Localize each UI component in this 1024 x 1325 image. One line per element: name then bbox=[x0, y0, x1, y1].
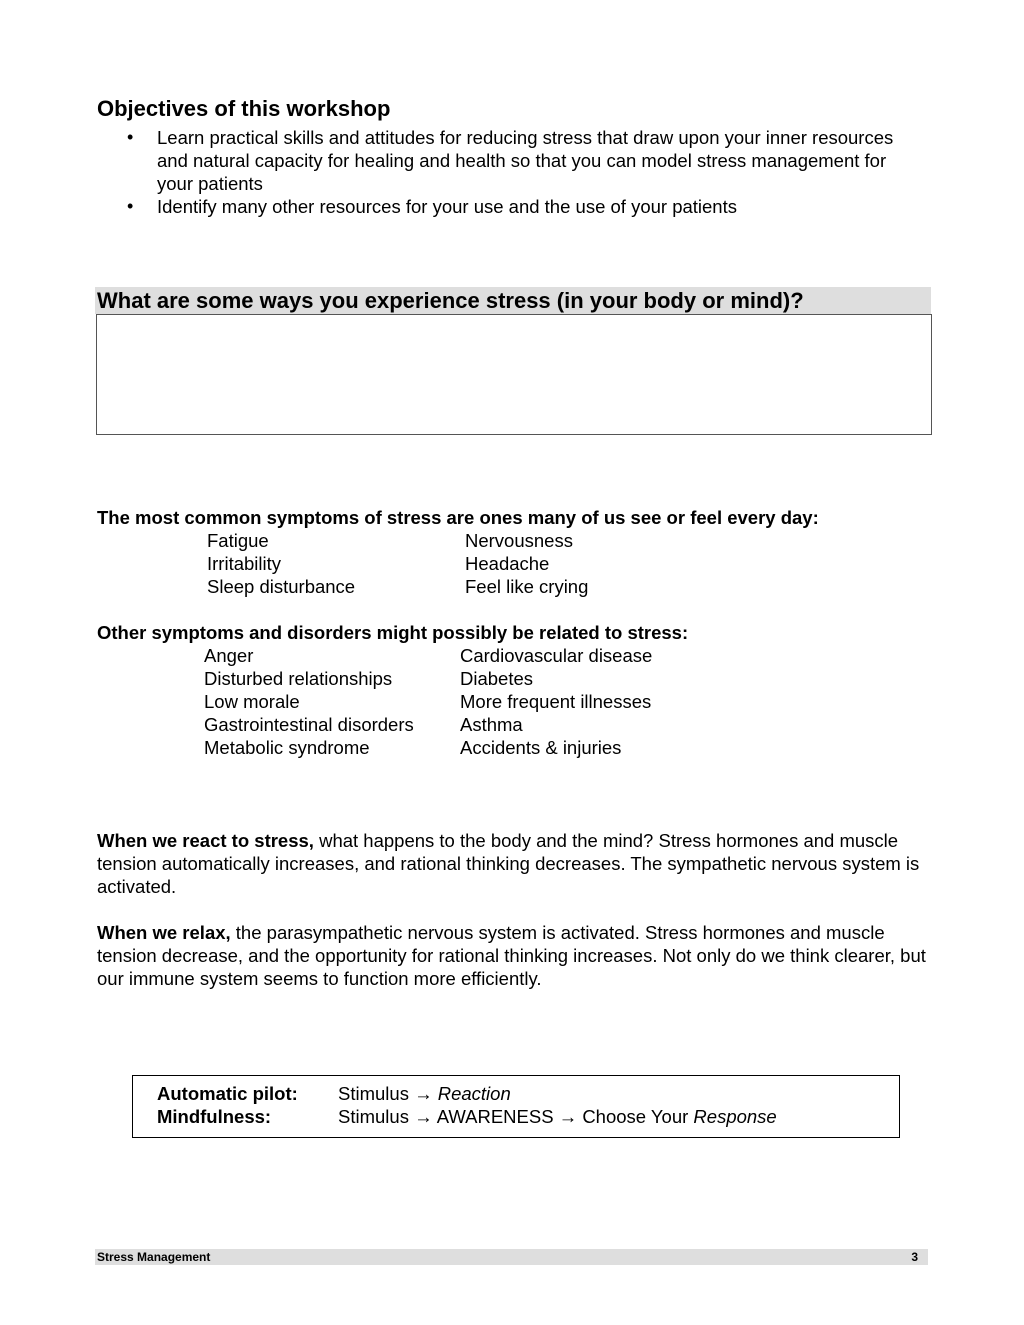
bullet-icon: • bbox=[127, 127, 134, 147]
react-paragraph bbox=[97, 829, 927, 898]
objectives-heading: Objectives of this workshop bbox=[97, 96, 391, 121]
objective-text: Learn practical skills and attitudes for reducing stress that draw upon your inner resources and natural capacity for healing and health so that you can model stress management for your patients bbox=[157, 127, 894, 194]
common-symptoms-heading: The most common symptoms of stress are ones many of us see or feel every day: bbox=[97, 507, 819, 528]
symptom-item: Nervousness bbox=[465, 530, 573, 551]
automatic-pilot-label: Automatic pilot: bbox=[157, 1083, 298, 1104]
stress-question-text: What are some ways you experience stress (in your body or mind)? bbox=[97, 288, 804, 313]
symptom-item: Low morale bbox=[204, 691, 300, 712]
symptom-item: Asthma bbox=[460, 714, 523, 735]
common-symptoms-col1 bbox=[207, 529, 355, 598]
automatic-pilot-text: Stimulus → bbox=[338, 1083, 438, 1104]
react-lead: When we react to stress, bbox=[97, 830, 314, 851]
mindfulness-label: Mindfulness: bbox=[157, 1106, 272, 1127]
footer-title: Stress Management bbox=[97, 1250, 211, 1264]
react-text: what happens to the body and the mind? Stress hormones and muscle tension automatically increases, and rational thinking decreases. The sympathetic nervous system is activated. bbox=[97, 830, 920, 897]
symptom-item: More frequent illnesses bbox=[460, 691, 652, 712]
symptom-item: Feel like crying bbox=[465, 576, 589, 597]
common-symptoms-col2 bbox=[465, 529, 588, 598]
symptom-item: Metabolic syndrome bbox=[204, 737, 370, 758]
symptom-item: Headache bbox=[465, 553, 550, 574]
pilot-box bbox=[132, 1075, 900, 1138]
other-symptoms-col1 bbox=[204, 644, 414, 759]
relax-text: the parasympathetic nervous system is activated. Stress hormones and muscle tension decrease, and the opportunity for rational thinking increases. Not only do we think clearer, but our immune system seems to function more efficiently. bbox=[97, 922, 926, 989]
symptom-item: Anger bbox=[204, 645, 254, 666]
mindfulness-text: Stimulus → AWARENESS → Choose Your bbox=[338, 1106, 694, 1127]
objective-text: Identify many other resources for your use and the use of your patients bbox=[157, 196, 737, 217]
symptom-item: Cardiovascular disease bbox=[460, 645, 653, 666]
other-symptoms-heading: Other symptoms and disorders might possibly be related to stress: bbox=[97, 622, 689, 643]
page-footer bbox=[95, 1249, 928, 1265]
mindfulness-row bbox=[157, 1106, 777, 1128]
symptom-item: Irritability bbox=[207, 553, 282, 574]
stress-answer-box[interactable] bbox=[96, 314, 932, 435]
symptom-item: Accidents & injuries bbox=[460, 737, 622, 758]
objectives-list bbox=[125, 126, 905, 218]
mindfulness-italic: Response bbox=[693, 1106, 777, 1127]
symptom-item: Gastrointestinal disorders bbox=[204, 714, 414, 735]
bullet-icon: • bbox=[127, 196, 134, 216]
symptom-item: Disturbed relationships bbox=[204, 668, 393, 689]
stress-question-heading bbox=[95, 287, 931, 314]
other-symptoms-col2 bbox=[460, 644, 652, 759]
relax-paragraph bbox=[97, 921, 927, 990]
symptom-item: Diabetes bbox=[460, 668, 534, 689]
automatic-pilot-italic: Reaction bbox=[437, 1083, 511, 1104]
automatic-pilot-row bbox=[157, 1083, 511, 1105]
symptom-item: Sleep disturbance bbox=[207, 576, 356, 597]
symptom-item: Fatigue bbox=[207, 530, 269, 551]
objective-item bbox=[125, 126, 905, 195]
objective-item bbox=[125, 195, 905, 218]
page-number: 3 bbox=[911, 1250, 918, 1264]
relax-lead: When we relax, bbox=[97, 922, 231, 943]
